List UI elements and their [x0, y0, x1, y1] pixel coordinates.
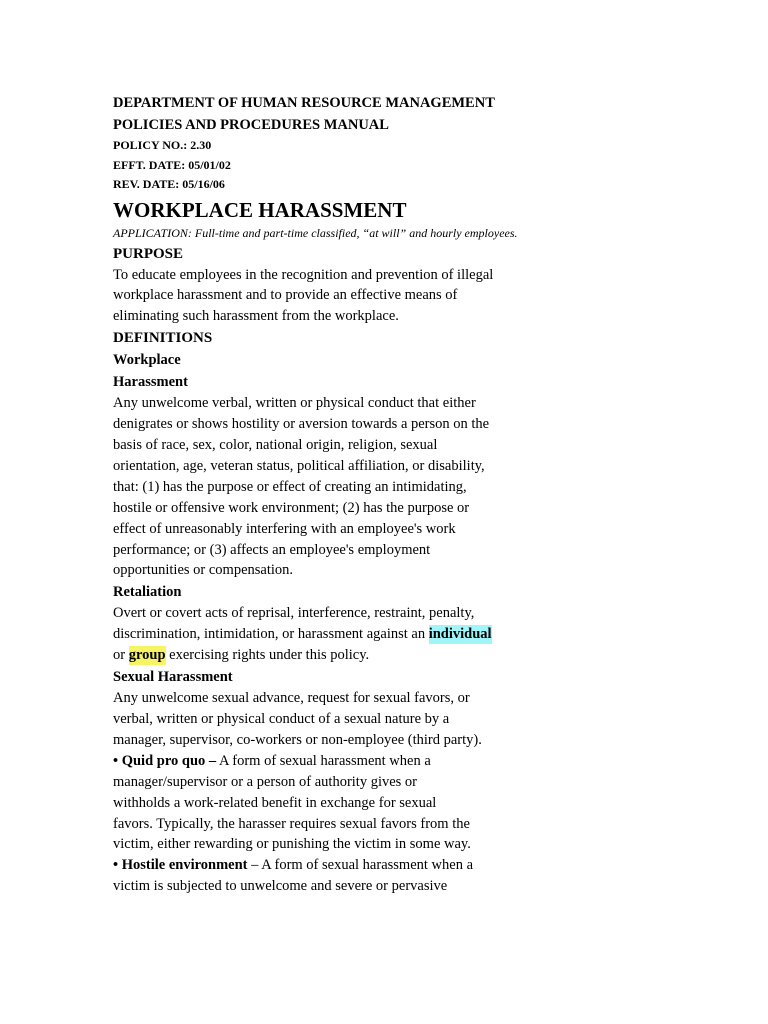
purpose-line: workplace harassment and to provide an effective means of — [113, 287, 458, 304]
quid-pro-quo-item — [113, 751, 543, 772]
highlight-group: group — [128, 647, 166, 664]
term-harassment: Harassment — [113, 374, 188, 391]
retaliation-line — [113, 624, 543, 645]
harassment-line: opportunities or compensation. — [113, 562, 294, 579]
department-heading: DEPARTMENT OF HUMAN RESOURCE MANAGEMENT — [113, 95, 495, 111]
harassment-line: Any unwelcome verbal, written or physical conduct that either — [113, 395, 476, 412]
purpose-line: To educate employees in the recognition and prevention of illegal — [113, 266, 494, 283]
purpose-heading: PURPOSE — [113, 245, 184, 262]
harassment-line: denigrates or shows hostility or aversion towards a person on the — [113, 416, 490, 433]
hostile-environment-item — [113, 855, 543, 876]
retaliation-text: discrimination, intimidation, or harassment against an — [113, 626, 429, 643]
sexual-harassment-line: manager, supervisor, co-workers or non-employee (third party). — [113, 731, 482, 748]
document-title: WORKPLACE HARASSMENT — [113, 197, 407, 222]
policy-number: POLICY NO.: 2.30 — [113, 138, 212, 152]
quid-pro-quo-text: A form of sexual harassment when a — [216, 752, 431, 769]
application-note: APPLICATION: Full-time and part-time classified, “at will” and hourly employees. — [113, 225, 518, 240]
effective-date: EFFT. DATE: 05/01/02 — [113, 157, 231, 172]
sexual-harassment-line: Any unwelcome sexual advance, request for sexual favors, or — [113, 690, 470, 707]
term-workplace: Workplace — [113, 352, 181, 369]
hostile-environment-label: • Hostile environment — [113, 857, 248, 874]
retaliation-text: exercising rights under this policy. — [165, 647, 370, 664]
harassment-line: orientation, age, veteran status, political affiliation, or disability, — [113, 457, 485, 474]
document-page — [113, 92, 543, 897]
term-retaliation: Retaliation — [113, 584, 182, 601]
harassment-line: performance; or (3) affects an employee's employment — [113, 541, 431, 558]
quid-pro-quo-line: withholds a work-related benefit in exchange for sexual — [113, 794, 437, 811]
quid-pro-quo-line: favors. Typically, the harasser requires sexual favors from the — [113, 815, 470, 832]
highlight-individual: individual — [428, 626, 492, 643]
quid-pro-quo-label: • Quid pro quo – — [113, 752, 217, 769]
retaliation-line — [113, 645, 543, 666]
manual-heading: POLICIES AND PROCEDURES MANUAL — [113, 117, 389, 133]
harassment-line: hostile or offensive work environment; (2) has the purpose or — [113, 499, 470, 516]
quid-pro-quo-line: victim, either rewarding or punishing the victim in some way. — [113, 836, 471, 853]
harassment-line: that: (1) has the purpose or effect of creating an intimidating, — [113, 478, 467, 495]
hostile-environment-line: victim is subjected to unwelcome and severe or pervasive — [113, 878, 448, 895]
harassment-line: basis of race, sex, color, national origin, religion, sexual — [113, 437, 438, 454]
revision-date: REV. DATE: 05/16/06 — [113, 177, 225, 191]
purpose-line: eliminating such harassment from the workplace. — [113, 308, 399, 325]
harassment-line: effect of unreasonably interfering with an employee's work — [113, 520, 456, 537]
retaliation-line: Overt or covert acts of reprisal, interference, restraint, penalty, — [113, 605, 475, 622]
quid-pro-quo-line: manager/supervisor or a person of authority gives or — [113, 773, 418, 790]
term-sexual-harassment: Sexual Harassment — [113, 669, 233, 686]
retaliation-text: or — [113, 647, 129, 664]
sexual-harassment-line: verbal, written or physical conduct of a sexual nature by a — [113, 711, 450, 727]
hostile-environment-text: – A form of sexual harassment when a — [247, 857, 474, 874]
definitions-heading: DEFINITIONS — [113, 330, 213, 347]
